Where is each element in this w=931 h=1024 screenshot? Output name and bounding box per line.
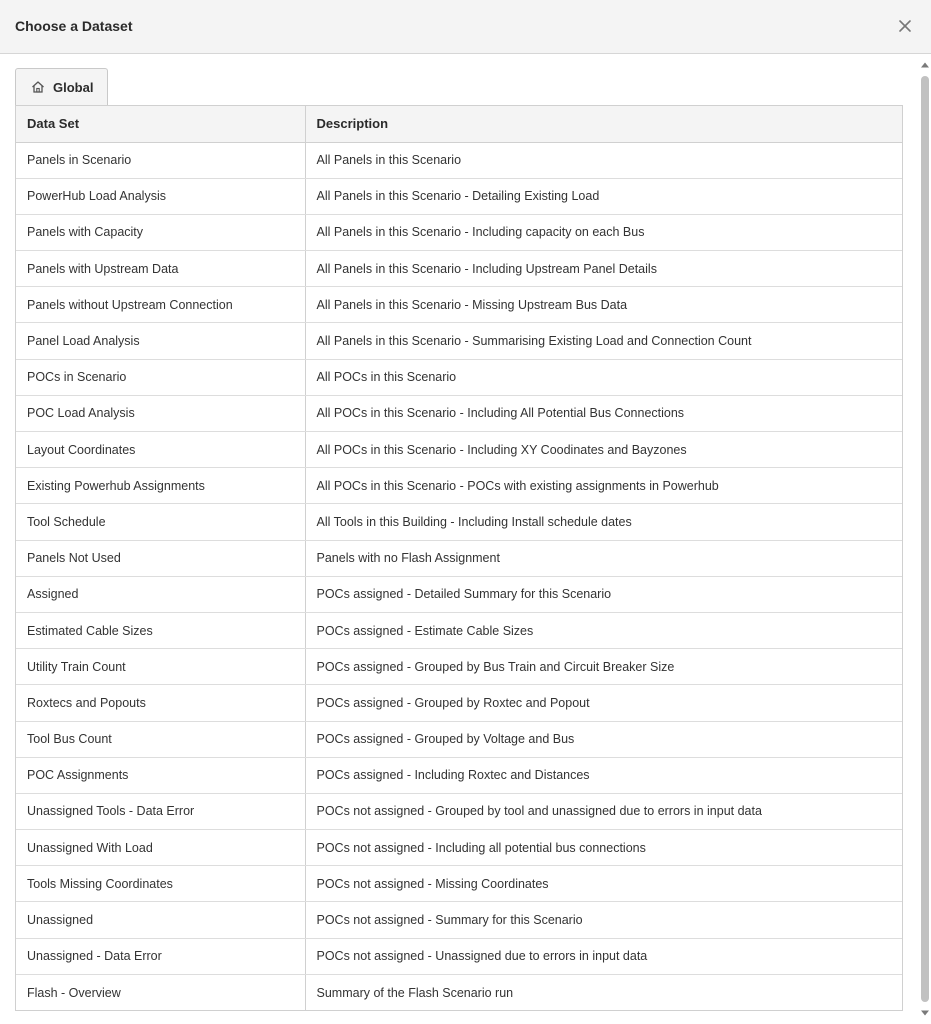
dataset-name-cell[interactable]: Assigned: [16, 576, 305, 612]
tab-label: Global: [53, 80, 94, 95]
dialog-title: Choose a Dataset: [15, 18, 133, 34]
dataset-description-cell[interactable]: POCs assigned - Grouped by Bus Train and Circuit Breaker Size: [305, 649, 902, 685]
dataset-description-cell[interactable]: POCs assigned - Estimate Cable Sizes: [305, 612, 902, 648]
dataset-description-cell[interactable]: Panels with no Flash Assignment: [305, 540, 902, 576]
table-row[interactable]: [16, 323, 902, 359]
dataset-name-cell[interactable]: Panels Not Used: [16, 540, 305, 576]
table-row[interactable]: [16, 576, 902, 612]
dataset-description-cell[interactable]: POCs assigned - Grouped by Roxtec and Popout: [305, 685, 902, 721]
dataset-name-cell[interactable]: Panels with Capacity: [16, 214, 305, 250]
vertical-scrollbar[interactable]: [919, 58, 931, 1020]
close-button[interactable]: [896, 17, 914, 35]
table-row[interactable]: [16, 359, 902, 395]
dataset-name-cell[interactable]: POC Load Analysis: [16, 395, 305, 431]
dialog-header: [0, 0, 931, 54]
column-header-data-set[interactable]: Data Set: [16, 106, 305, 142]
dataset-description-cell[interactable]: All POCs in this Scenario - POCs with existing assignments in Powerhub: [305, 468, 902, 504]
dataset-description-cell[interactable]: All Panels in this Scenario - Detailing Existing Load: [305, 178, 902, 214]
table-row[interactable]: [16, 178, 902, 214]
tab-global[interactable]: [15, 68, 108, 106]
table-row[interactable]: [16, 866, 902, 902]
table-row[interactable]: [16, 214, 902, 250]
dataset-name-cell[interactable]: Unassigned With Load: [16, 830, 305, 866]
table-row[interactable]: [16, 649, 902, 685]
dataset-name-cell[interactable]: Flash - Overview: [16, 974, 305, 1010]
table-row[interactable]: [16, 251, 902, 287]
dataset-description-cell[interactable]: POCs assigned - Including Roxtec and Distances: [305, 757, 902, 793]
dataset-name-cell[interactable]: Panel Load Analysis: [16, 323, 305, 359]
table-row[interactable]: [16, 287, 902, 323]
table-row[interactable]: [16, 757, 902, 793]
dataset-name-cell[interactable]: Existing Powerhub Assignments: [16, 468, 305, 504]
dataset-description-cell[interactable]: All POCs in this Scenario - Including All Potential Bus Connections: [305, 395, 902, 431]
dataset-name-cell[interactable]: Utility Train Count: [16, 649, 305, 685]
dataset-description-cell[interactable]: POCs not assigned - Grouped by tool and unassigned due to errors in input data: [305, 793, 902, 829]
dataset-description-cell[interactable]: POCs assigned - Grouped by Voltage and Bus: [305, 721, 902, 757]
table-row[interactable]: [16, 793, 902, 829]
table-row[interactable]: [16, 504, 902, 540]
dataset-name-cell[interactable]: Tool Bus Count: [16, 721, 305, 757]
table-row[interactable]: [16, 974, 902, 1010]
dataset-name-cell[interactable]: Panels with Upstream Data: [16, 251, 305, 287]
table-row[interactable]: [16, 468, 902, 504]
table-row[interactable]: [16, 432, 902, 468]
scrollbar-thumb[interactable]: [921, 76, 929, 1002]
dataset-description-cell[interactable]: POCs assigned - Detailed Summary for this Scenario: [305, 576, 902, 612]
home-icon: [31, 80, 45, 94]
table-body: [16, 142, 902, 1011]
scroll-down-arrow-icon[interactable]: [920, 1008, 930, 1018]
dataset-description-cell[interactable]: All Panels in this Scenario - Including capacity on each Bus: [305, 214, 902, 250]
dataset-description-cell[interactable]: POCs not assigned - Unassigned due to errors in input data: [305, 938, 902, 974]
dataset-name-cell[interactable]: POCs in Scenario: [16, 359, 305, 395]
dataset-name-cell[interactable]: Panels without Upstream Connection: [16, 287, 305, 323]
table-row[interactable]: [16, 142, 902, 178]
table-row[interactable]: [16, 830, 902, 866]
dataset-description-cell[interactable]: Summary of the Flash Scenario run: [316, 985, 514, 1000]
dataset-description-cell[interactable]: All Panels in this Scenario - Summarising Existing Load and Connection Count: [305, 323, 902, 359]
scroll-up-arrow-icon[interactable]: [920, 60, 930, 70]
table-row[interactable]: [16, 540, 902, 576]
dataset-description-cell[interactable]: POCs not assigned - Missing Coordinates: [305, 866, 902, 902]
dataset-description-cell[interactable]: POCs not assigned - Including all potential bus connections: [305, 830, 902, 866]
dataset-description-cell[interactable]: All Panels in this Scenario - Missing Upstream Bus Data: [305, 287, 902, 323]
dataset-description-cell[interactable]: All Tools in this Building - Including Install schedule dates: [305, 504, 902, 540]
dataset-description-cell[interactable]: All Panels in this Scenario: [305, 142, 902, 178]
dataset-name-cell[interactable]: Tool Schedule: [16, 504, 305, 540]
dataset-name-cell[interactable]: Layout Coordinates: [16, 432, 305, 468]
column-header-description[interactable]: Description: [305, 106, 902, 142]
dataset-description-cell[interactable]: POCs not assigned - Summary for this Scenario: [305, 902, 902, 938]
table-header-row: [16, 106, 902, 142]
dataset-description-cell[interactable]: All POCs in this Scenario - Including XY Coodinates and Bayzones: [305, 432, 902, 468]
dataset-name-cell[interactable]: POC Assignments: [16, 757, 305, 793]
dataset-name-cell[interactable]: Estimated Cable Sizes: [16, 612, 305, 648]
table-row[interactable]: [16, 902, 902, 938]
dataset-name-cell[interactable]: PowerHub Load Analysis: [16, 178, 305, 214]
dataset-description-cell[interactable]: All Panels in this Scenario - Including Upstream Panel Details: [305, 251, 902, 287]
table-row[interactable]: [16, 612, 902, 648]
table-row[interactable]: [16, 395, 902, 431]
table-row[interactable]: [16, 685, 902, 721]
dataset-name-cell[interactable]: Unassigned: [16, 902, 305, 938]
dataset-description-cell[interactable]: All POCs in this Scenario: [305, 359, 902, 395]
dataset-name-cell[interactable]: Tools Missing Coordinates: [16, 866, 305, 902]
dataset-name-cell[interactable]: Roxtecs and Popouts: [16, 685, 305, 721]
table-row[interactable]: [16, 938, 902, 974]
table-row[interactable]: [16, 721, 902, 757]
dataset-table: [15, 105, 903, 1011]
dataset-name-cell[interactable]: Unassigned Tools - Data Error: [16, 793, 305, 829]
dataset-name-cell[interactable]: Panels in Scenario: [16, 142, 305, 178]
dataset-name-cell[interactable]: Unassigned - Data Error: [16, 938, 305, 974]
close-icon: [896, 17, 914, 35]
